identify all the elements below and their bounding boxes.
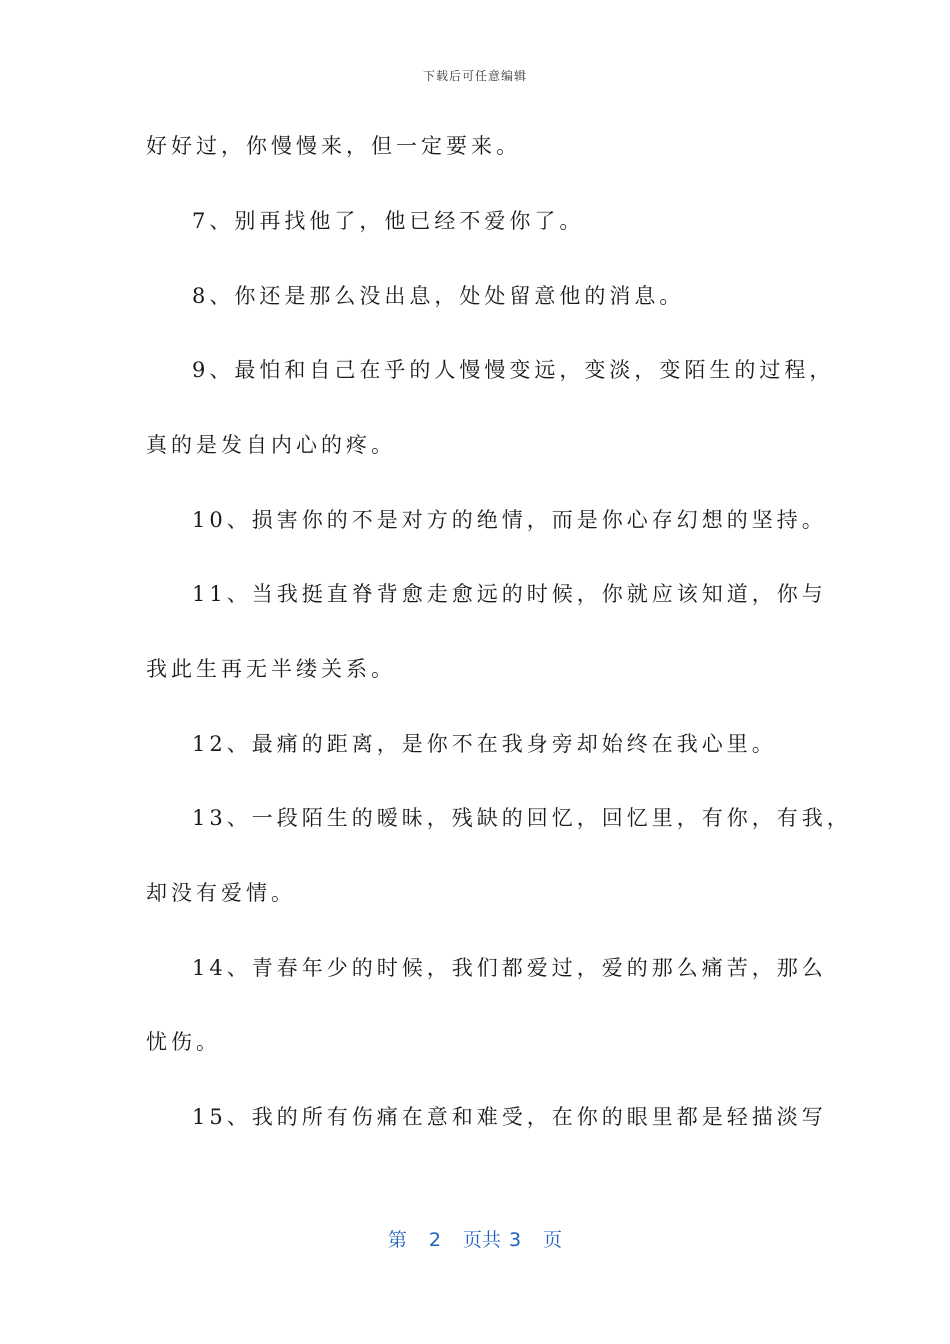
text-line: 13、一段陌生的暧昧，残缺的回忆，回忆里，有你，有我，	[192, 806, 852, 830]
page-footer	[0, 1225, 950, 1252]
text-line: 却没有爱情。	[146, 881, 296, 905]
text-line: 15、我的所有伤痛在意和难受，在你的眼里都是轻描淡写	[192, 1105, 827, 1129]
page-header: 下载后可任意编辑	[422, 69, 527, 83]
text-line: 11、当我挺直脊背愈走愈远的时候，你就应该知道，你与	[192, 582, 827, 606]
text-line: 10、损害你的不是对方的绝情，而是你心存幻想的坚持。	[192, 508, 827, 532]
text-line: 7、别再找他了，他已经不爱你了。	[192, 209, 585, 233]
footer-label-di: 第	[387, 1229, 407, 1251]
current-page-number: 2	[428, 1229, 441, 1251]
text-line: 我此生再无半缕关系。	[146, 657, 396, 681]
footer-label-ye-gong: 页共	[462, 1229, 501, 1251]
text-line: 9、最怕和自己在乎的人慢慢变远，变淡，变陌生的过程，	[192, 358, 835, 382]
text-line: 14、青春年少的时候，我们都爱过，爱的那么痛苦，那么	[192, 956, 827, 980]
text-line: 真的是发自内心的疼。	[146, 433, 396, 457]
total-pages-number: 3	[509, 1229, 522, 1251]
text-line: 好好过，你慢慢来，但一定要来。	[146, 134, 521, 158]
text-line: 8、你还是那么没出息，处处留意他的消息。	[192, 284, 685, 308]
text-line: 忧伤。	[146, 1030, 221, 1054]
text-line: 12、最痛的距离，是你不在我身旁却始终在我心里。	[192, 732, 777, 756]
footer-label-ye: 页	[543, 1229, 563, 1251]
